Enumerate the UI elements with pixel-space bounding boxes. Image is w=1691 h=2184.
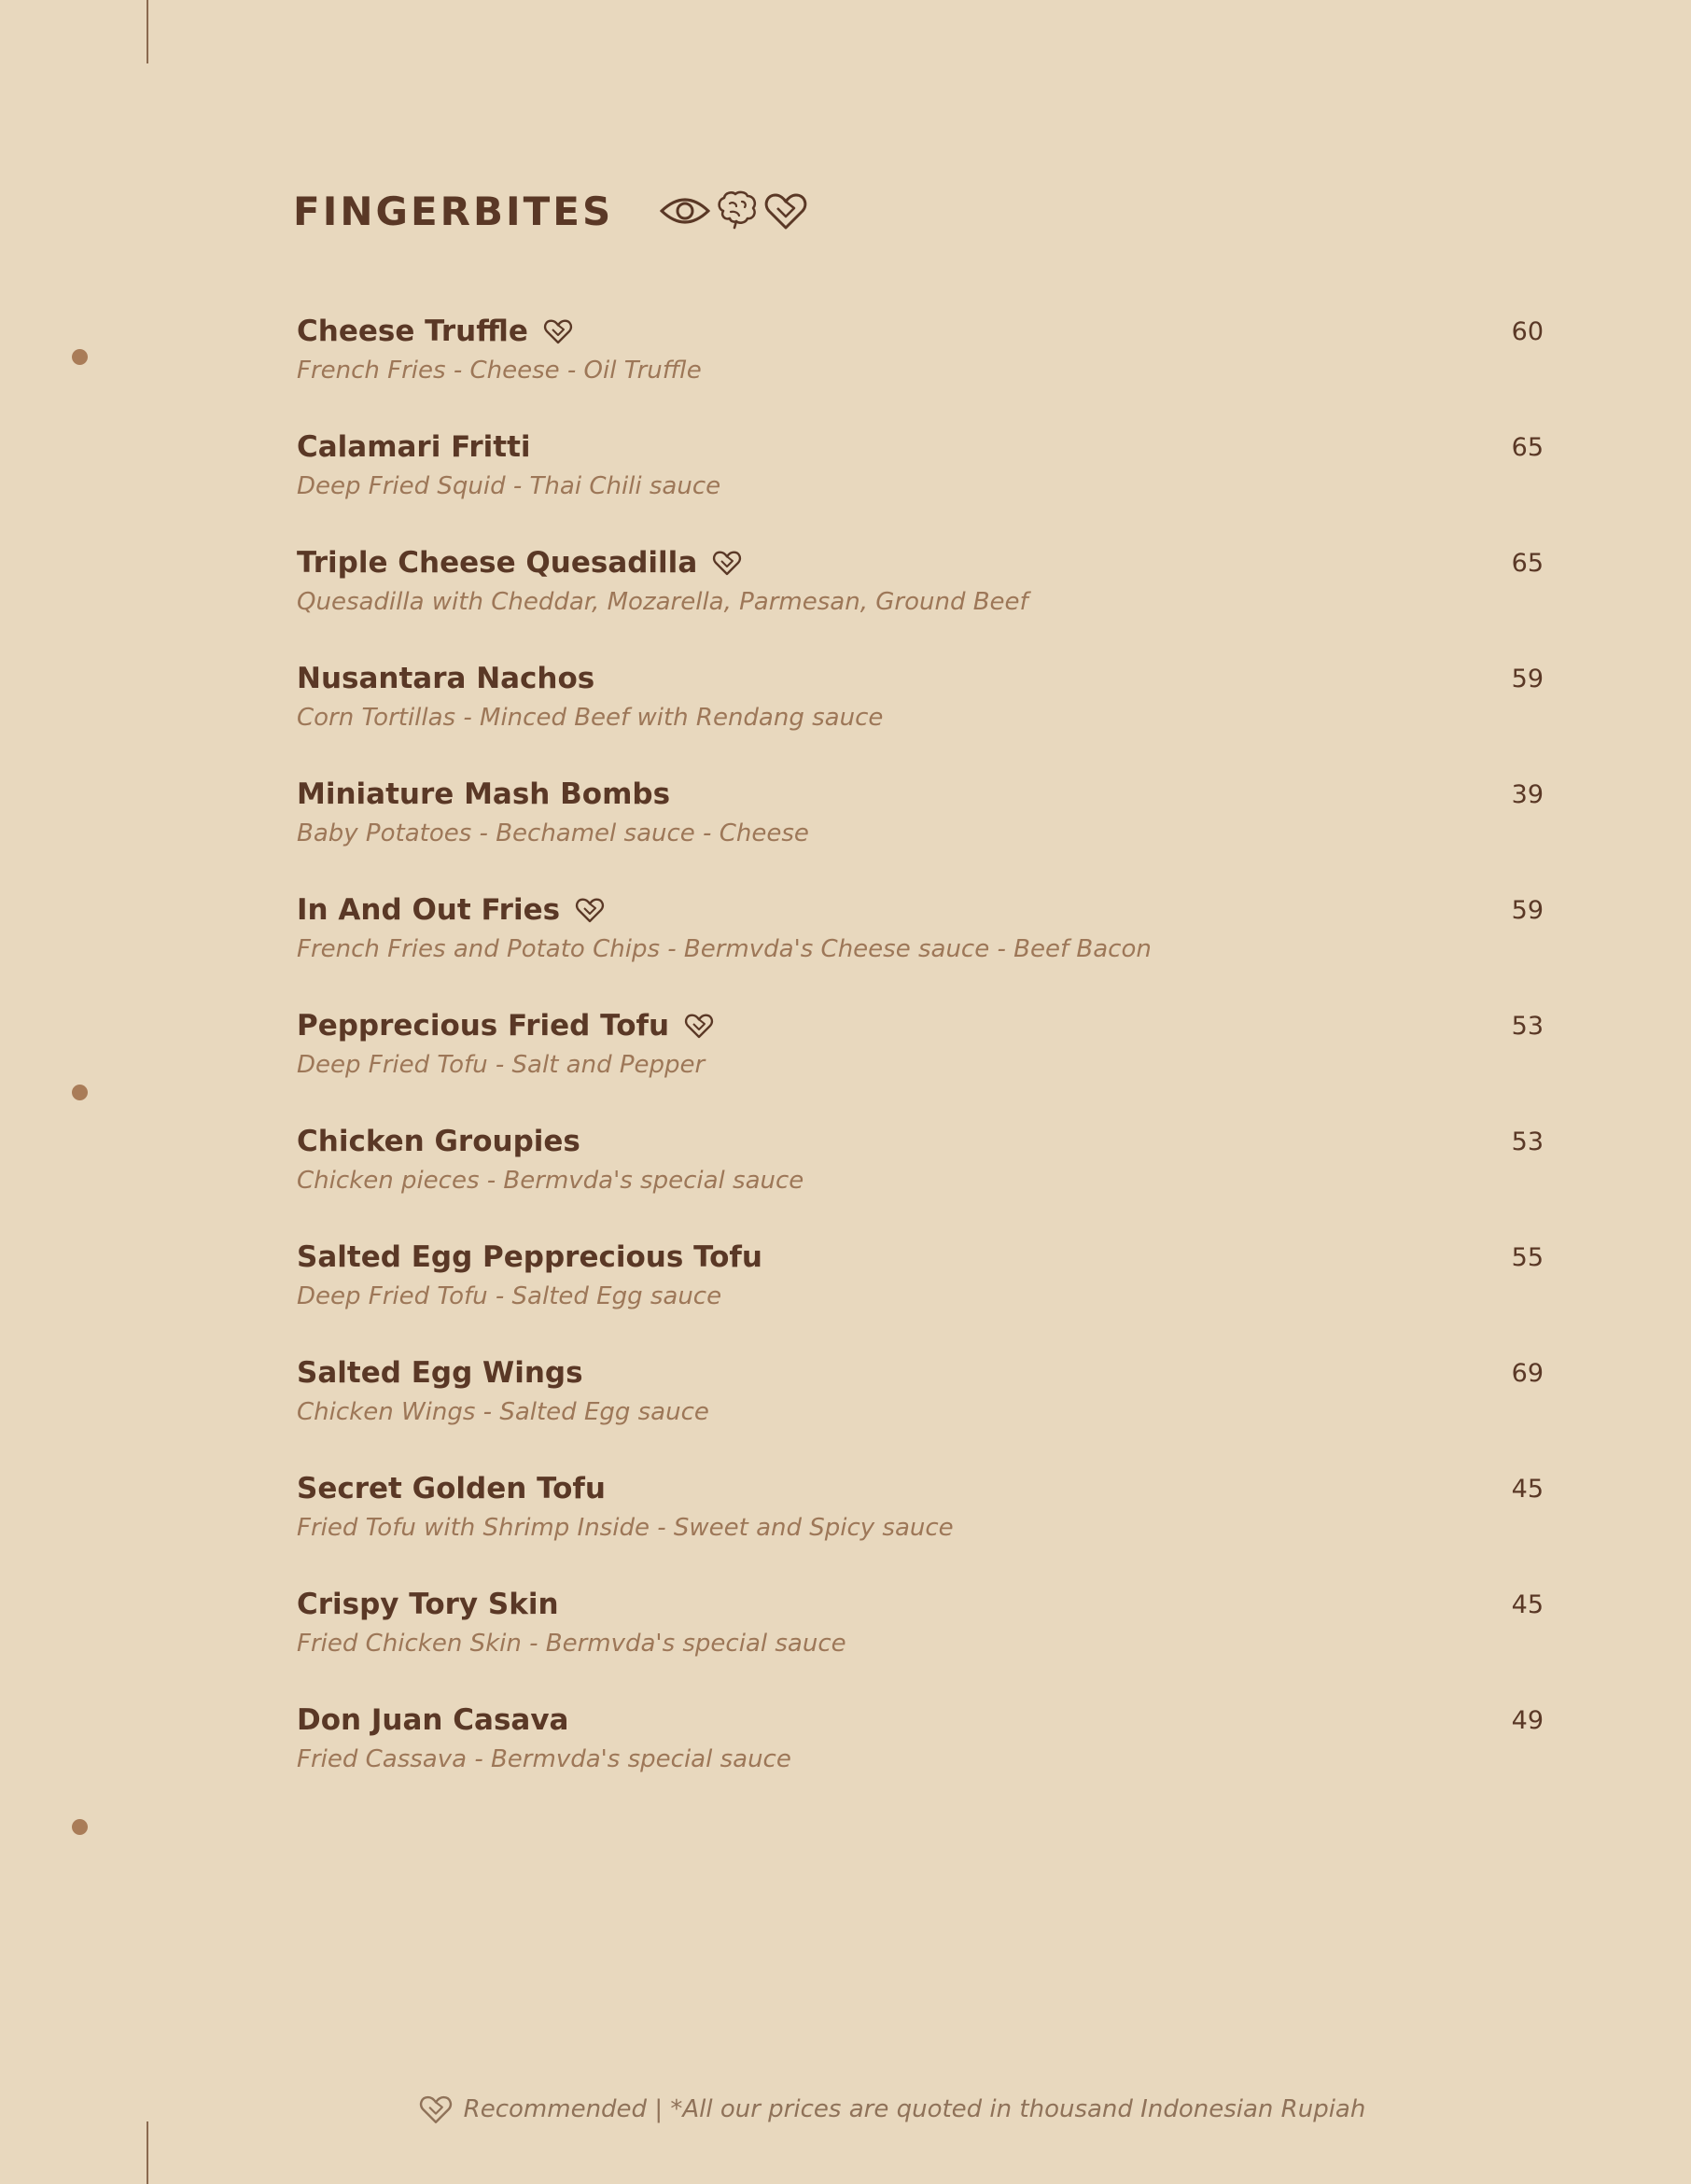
menu-item bbox=[297, 424, 1544, 539]
footer-note bbox=[0, 2094, 1691, 2124]
recommended-heart-icon bbox=[684, 1013, 714, 1039]
menu-item bbox=[297, 539, 1544, 655]
item-price: 69 bbox=[1511, 1359, 1544, 1388]
item-name-row bbox=[297, 1581, 1544, 1628]
item-price: 39 bbox=[1511, 780, 1544, 809]
item-price: 65 bbox=[1511, 549, 1544, 578]
item-name-row bbox=[297, 1697, 1544, 1743]
item-price: 45 bbox=[1511, 1475, 1544, 1504]
item-price: 55 bbox=[1511, 1243, 1544, 1272]
item-name: In And Out Fries bbox=[297, 893, 561, 927]
item-name: Triple Cheese Quesadilla bbox=[297, 546, 698, 580]
menu-list bbox=[297, 308, 1544, 1813]
item-price: 53 bbox=[1511, 1127, 1544, 1156]
footer-text: Recommended | *All our prices are quoted in thousand Indonesian Rupiah bbox=[463, 2095, 1366, 2123]
item-name: Salted Egg Wings bbox=[297, 1356, 583, 1390]
menu-item bbox=[297, 771, 1544, 887]
item-name-row bbox=[297, 1002, 1544, 1049]
item-name: Crispy Tory Skin bbox=[297, 1588, 559, 1621]
item-name-row bbox=[297, 655, 1544, 702]
item-name: Chicken Groupies bbox=[297, 1125, 580, 1158]
menu-item bbox=[297, 1118, 1544, 1234]
item-description: French Fries - Cheese - Oil Truffle bbox=[297, 357, 702, 385]
item-description: Deep Fried Squid - Thai Chili sauce bbox=[297, 472, 721, 500]
header-icons bbox=[660, 190, 807, 231]
item-name: Secret Golden Tofu bbox=[297, 1472, 606, 1505]
item-price: 49 bbox=[1511, 1706, 1544, 1735]
eye-icon bbox=[660, 192, 710, 230]
menu-item bbox=[297, 308, 1544, 424]
item-name: Salted Egg Pepprecious Tofu bbox=[297, 1240, 762, 1274]
menu-item bbox=[297, 1350, 1544, 1465]
item-description: Deep Fried Tofu - Salted Egg sauce bbox=[297, 1282, 722, 1310]
recommended-heart-icon bbox=[543, 318, 573, 344]
item-description: Deep Fried Tofu - Salt and Pepper bbox=[297, 1051, 706, 1079]
section-header bbox=[293, 183, 807, 239]
menu-item bbox=[297, 655, 1544, 771]
item-name-row bbox=[297, 1465, 1544, 1512]
menu-item bbox=[297, 1581, 1544, 1697]
brain-icon bbox=[716, 190, 759, 231]
binder-dot-bottom bbox=[72, 1819, 88, 1835]
item-price: 59 bbox=[1511, 665, 1544, 693]
item-description: Fried Tofu with Shrimp Inside - Sweet and Spicy sauce bbox=[297, 1514, 954, 1542]
item-name: Don Juan Casava bbox=[297, 1703, 569, 1737]
item-name: Nusantara Nachos bbox=[297, 662, 595, 695]
item-description: Quesadilla with Cheddar, Mozarella, Parmesan, Ground Beef bbox=[297, 588, 1028, 616]
item-description: Baby Potatoes - Bechamel sauce - Cheese bbox=[297, 819, 809, 847]
binder-dot-top bbox=[72, 349, 88, 365]
recommended-heart-icon bbox=[712, 550, 742, 576]
recommended-heart-icon bbox=[575, 897, 605, 923]
item-description: Chicken pieces - Bermvda's special sauce bbox=[297, 1167, 804, 1195]
section-title: FINGERBITES bbox=[293, 188, 614, 234]
heart-icon bbox=[764, 191, 807, 231]
item-price: 65 bbox=[1511, 433, 1544, 462]
item-price: 45 bbox=[1511, 1590, 1544, 1619]
item-description: Fried Cassava - Bermvda's special sauce bbox=[297, 1745, 791, 1773]
menu-item bbox=[297, 1697, 1544, 1813]
item-name: Miniature Mash Bombs bbox=[297, 777, 671, 811]
item-name-row bbox=[297, 308, 1544, 355]
top-edge-line bbox=[147, 0, 148, 63]
menu-item bbox=[297, 1002, 1544, 1118]
heart-icon bbox=[419, 2094, 453, 2124]
bottom-edge-line bbox=[147, 2121, 148, 2184]
item-price: 60 bbox=[1511, 317, 1544, 346]
item-name: Cheese Truffle bbox=[297, 315, 528, 348]
item-description: Chicken Wings - Salted Egg sauce bbox=[297, 1398, 709, 1426]
menu-item bbox=[297, 887, 1544, 1002]
item-name-row bbox=[297, 887, 1544, 933]
item-description: Corn Tortillas - Minced Beef with Rendang sauce bbox=[297, 704, 884, 732]
item-name-row bbox=[297, 539, 1544, 586]
item-name-row bbox=[297, 1350, 1544, 1396]
item-name-row bbox=[297, 1234, 1544, 1281]
item-price: 59 bbox=[1511, 896, 1544, 925]
item-name-row bbox=[297, 1118, 1544, 1165]
item-name-row bbox=[297, 771, 1544, 818]
item-name-row bbox=[297, 424, 1544, 470]
item-name: Pepprecious Fried Tofu bbox=[297, 1009, 670, 1043]
menu-item bbox=[297, 1234, 1544, 1350]
item-price: 53 bbox=[1511, 1012, 1544, 1041]
binder-dot-middle bbox=[72, 1085, 88, 1100]
item-description: French Fries and Potato Chips - Bermvda's Cheese sauce - Beef Bacon bbox=[297, 935, 1152, 963]
item-description: Fried Chicken Skin - Bermvda's special sauce bbox=[297, 1630, 846, 1658]
item-name: Calamari Fritti bbox=[297, 430, 531, 464]
menu-item bbox=[297, 1465, 1544, 1581]
